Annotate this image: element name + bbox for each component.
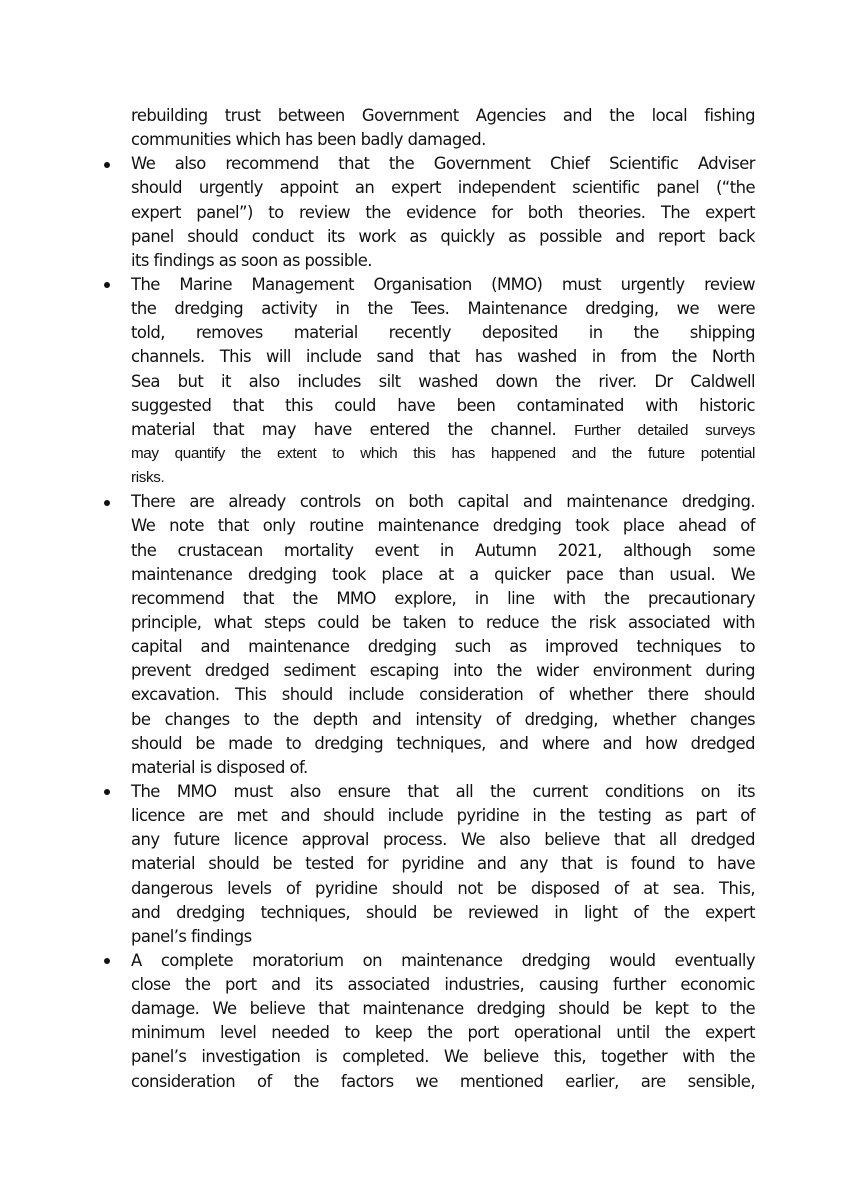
text-line: and dredging techniques, should be reviewed in light of the expert <box>131 902 755 922</box>
text-line: be changes to the depth and intensity of dredging, whether changes <box>131 709 755 729</box>
text-line: damage. We believe that maintenance dredging should be kept to the <box>131 999 755 1019</box>
text-line: consideration of the factors we mentioned earlier, are sensible, <box>131 1071 755 1091</box>
bullet-icon <box>104 162 110 168</box>
text-segment: material that may have entered the channel. <box>131 419 575 439</box>
text-line: should urgently appoint an expert independent scientific panel (“the <box>131 178 755 198</box>
text-line: panel should conduct its work as quickly as possible and report back <box>131 226 755 246</box>
list-item-dredging-controls <box>131 490 755 514</box>
bullet-icon <box>104 789 110 795</box>
text-line: The Marine Management Organisation (MMO) must urgently review <box>131 274 755 294</box>
text-segment-small: Further detailed surveys <box>574 421 755 439</box>
text-line: material should be tested for pyridine and any that is found to have <box>131 854 755 874</box>
text-line: its findings as soon as possible. <box>131 250 372 270</box>
text-line: the dredging activity in the Tees. Maintenance dredging, we were <box>131 299 755 319</box>
list-item-mmo-review <box>131 273 755 297</box>
text-line: panel’s findings <box>131 926 252 946</box>
text-line: rebuilding trust between Government Agencies and the local fishing <box>131 106 755 125</box>
text-line: We note that only routine maintenance dredging took place ahead of <box>131 516 755 536</box>
text-line: minimum level needed to keep the port operational until the expert <box>131 1023 755 1043</box>
text-line: material is disposed of. <box>131 757 308 777</box>
text-line: capital and maintenance dredging such as improved techniques to <box>131 637 755 657</box>
text-line: principle, what steps could be taken to reduce the risk associated with <box>131 612 755 632</box>
list-item-moratorium <box>131 949 755 973</box>
text-line: maintenance dredging took place at a quicker pace than usual. We <box>131 564 755 584</box>
list-item-expert-panel <box>131 152 755 176</box>
text-line: channels. This will include sand that has washed in from the North <box>131 347 755 367</box>
text-line: licence are met and should include pyridine in the testing as part of <box>131 806 755 826</box>
text-line: There are already controls on both capital and maintenance dredging. <box>131 492 755 512</box>
text-line: risks. <box>131 469 165 487</box>
text-line: dangerous levels of pyridine should not be disposed of at sea. This, <box>131 878 755 898</box>
text-line: suggested that this could have been contaminated with historic <box>131 395 755 415</box>
bullet-icon <box>104 958 110 964</box>
text-line: Sea but it also includes silt washed down the river. Dr Caldwell <box>131 371 755 391</box>
text-line: prevent dredged sediment escaping into the wider environment during <box>131 661 755 681</box>
text-line: expert panel”) to review the evidence for both theories. The expert <box>131 202 755 222</box>
text-line: should be made to dredging techniques, and where and how dredged <box>131 733 755 753</box>
list-item-licence-conditions <box>131 780 755 804</box>
text-line: the crustacean mortality event in Autumn 2021, although some <box>131 540 755 560</box>
text-line-mixed <box>131 418 755 442</box>
text-line: excavation. This should include consideration of whether there should <box>131 685 755 705</box>
recommendations-list <box>131 104 755 1094</box>
text-line: The MMO must also ensure that all the current conditions on its <box>131 781 755 801</box>
text-line: may quantify the extent to which this has happened and the future potential <box>131 444 755 462</box>
text-line: panel’s investigation is completed. We believe this, together with the <box>131 1047 755 1067</box>
text-line: recommend that the MMO explore, in line with the precautionary <box>131 588 755 608</box>
text-line: any future licence approval process. We also believe that all dredged <box>131 830 755 850</box>
text-line: close the port and its associated industries, causing further economic <box>131 975 755 995</box>
text-line: A complete moratorium on maintenance dredging would eventually <box>131 950 755 970</box>
bullet-icon <box>104 282 110 288</box>
text-line: communities which has been badly damaged. <box>131 130 486 150</box>
bullet-icon <box>104 500 110 506</box>
text-line: We also recommend that the Government Chief Scientific Adviser <box>131 154 755 174</box>
text-line: told, removes material recently deposited in the shipping <box>131 323 755 343</box>
